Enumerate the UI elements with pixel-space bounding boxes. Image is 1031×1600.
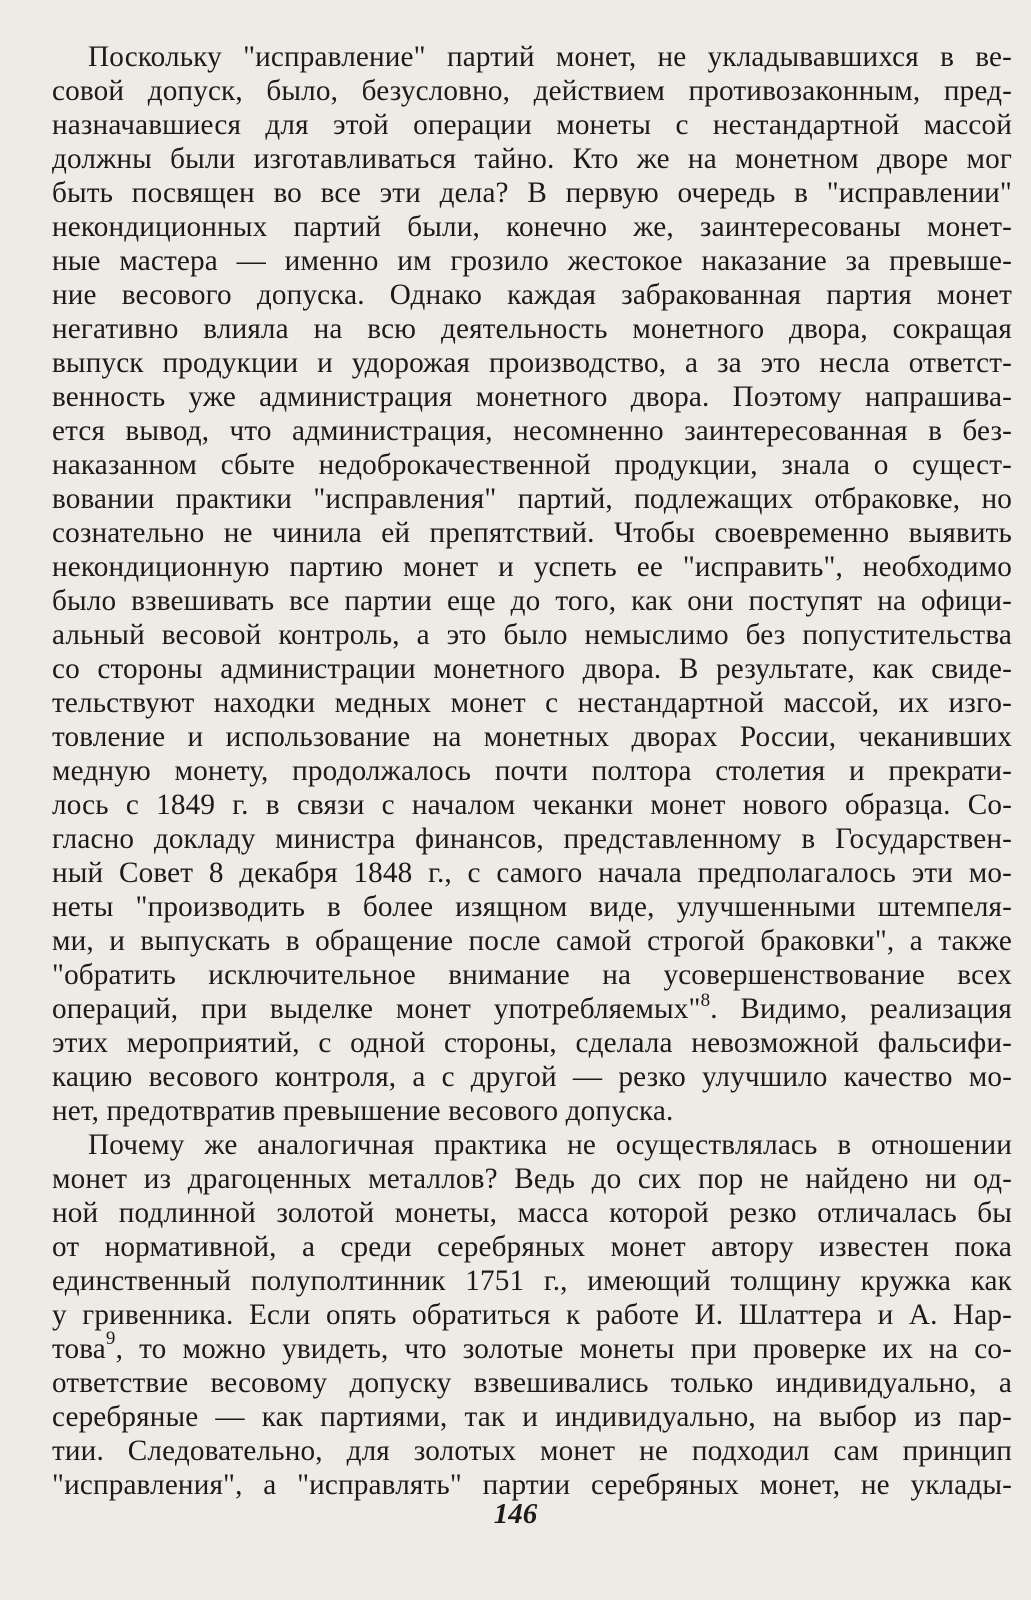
text-line: единственный полуполтинник 1751 г., имеющий толщину кружка как <box>52 1265 1012 1297</box>
text-line: серебряные — как партиями, так и индивидуально, на выбор из пар- <box>52 1401 1012 1433</box>
text-line: некондиционных партий были, конечно же, заинтересованы монет- <box>52 211 1012 243</box>
footnote-mark: 9 <box>105 1328 116 1349</box>
text-line: Почему же аналогичная практика не осуществлялась в отношении <box>88 1129 1012 1161</box>
text-line: негативно влияла на всю деятельность монетного двора, сокращая <box>52 313 1012 345</box>
text-line: "обратить исключительное внимание на усовершенствование всех <box>52 959 1012 991</box>
text-line: этих мероприятий, с одной стороны, сделала невозможной фальсифи- <box>52 1027 1012 1059</box>
text-line: товление и использование на монетных дворах России, чеканивших <box>52 721 1012 753</box>
text-fragment: това <box>52 1333 106 1365</box>
text-line: альный весовой контроль, а это было немыслимо без попустительства <box>52 619 1012 651</box>
text-line: ответствие весовому допуску взвешивались только индивидуально, а <box>52 1367 1012 1399</box>
text-line: наказанном сбыте недоброкачественной продукции, знала о сущест- <box>52 449 1012 481</box>
text-line: Поскольку "исправление" партий монет, не укладывавшихся в ве- <box>88 41 1012 73</box>
text-fragment: . Видимо, реализация <box>710 993 1013 1025</box>
text-line: тельствуют находки медных монет с нестандартной массой, их изго- <box>52 687 1012 719</box>
text-line: выпуск продукции и удорожая производство, а за это несла ответст- <box>52 347 1012 379</box>
footnote-mark: 8 <box>700 990 711 1011</box>
text-line: медную монету, продолжалось почти полтора столетия и прекрати- <box>52 755 1012 787</box>
text-line: некондиционную партию монет и успеть ее "исправить", необходимо <box>52 551 1012 583</box>
text-line: со стороны администрации монетного двора. В результате, как свиде- <box>52 653 1012 685</box>
text-line: гласно докладу министра финансов, представленному в Государствен- <box>52 823 1012 855</box>
text-line: от нормативной, а среди серебряных монет автору известен пока <box>52 1231 1012 1263</box>
text-line: сознательно не чинила ей препятствий. Чтобы своевременно выявить <box>52 517 1012 549</box>
text-fragment: операций, при выделке монет употребляемых" <box>52 993 701 1025</box>
text-line: венность уже администрация монетного двора. Поэтому напрашива- <box>52 381 1012 413</box>
text-line: ные мастера — именно им грозило жестокое наказание за превыше- <box>52 245 1012 277</box>
text-line-with-footnote <box>52 992 1012 1026</box>
text-line: ние весового допуска. Однако каждая забракованная партия монет <box>52 279 1012 311</box>
text-line: у гривенника. Если опять обратиться к работе И. Шлаттера и А. Нар- <box>52 1299 1012 1331</box>
text-line: тии. Следовательно, для золотых монет не подходил сам принцип <box>52 1435 1012 1467</box>
text-line: нет, предотвратив превышение весового допуска. <box>52 1095 674 1127</box>
body-text <box>52 40 1012 1502</box>
text-line: лось с 1849 г. в связи с началом чеканки монет нового образца. Со- <box>52 789 1012 821</box>
text-line: назначавшиеся для этой операции монеты с нестандартной массой <box>52 109 1012 141</box>
page-number: 146 <box>493 1498 538 1530</box>
text-line: ный Совет 8 декабря 1848 г., с самого начала предполагалось эти мо- <box>52 857 1012 889</box>
text-line: ется вывод, что администрация, несомненно заинтересованная в без- <box>52 415 1012 447</box>
text-line: должны были изготавливаться тайно. Кто же на монетном дворе мог <box>52 143 1012 175</box>
paragraph-1 <box>52 40 1012 1128</box>
text-fragment: , то можно увидеть, что золотые монеты при проверке их на со- <box>115 1333 1012 1365</box>
text-line: монет из драгоценных металлов? Ведь до сих пор не найдено ни од- <box>52 1163 1012 1195</box>
text-line: было взвешивать все партии еще до того, как они поступят на офици- <box>52 585 1012 617</box>
paragraph-2 <box>52 1128 1012 1502</box>
text-line: кацию весового контроля, а с другой — резко улучшило качество мо- <box>52 1061 1012 1093</box>
text-line: неты "производить в более изящном виде, улучшенными штемпеля- <box>52 891 1012 923</box>
text-line: совой допуск, было, безусловно, действием противозаконным, пред- <box>52 75 1012 107</box>
text-line: ми, и выпускать в обращение после самой строгой браковки", а также <box>52 925 1012 957</box>
text-line: "исправления", а "исправлять" партии серебряных монет, не уклады- <box>52 1469 1012 1501</box>
text-line: ной подлинной золотой монеты, масса которой резко отличалась бы <box>52 1197 1012 1229</box>
text-line-with-footnote <box>52 1328 1012 1366</box>
text-line: быть посвящен во все эти дела? В первую очередь в "исправлении" <box>52 177 1012 209</box>
text-line: вовании практики "исправления" партий, подлежащих отбраковке, но <box>52 483 1012 515</box>
